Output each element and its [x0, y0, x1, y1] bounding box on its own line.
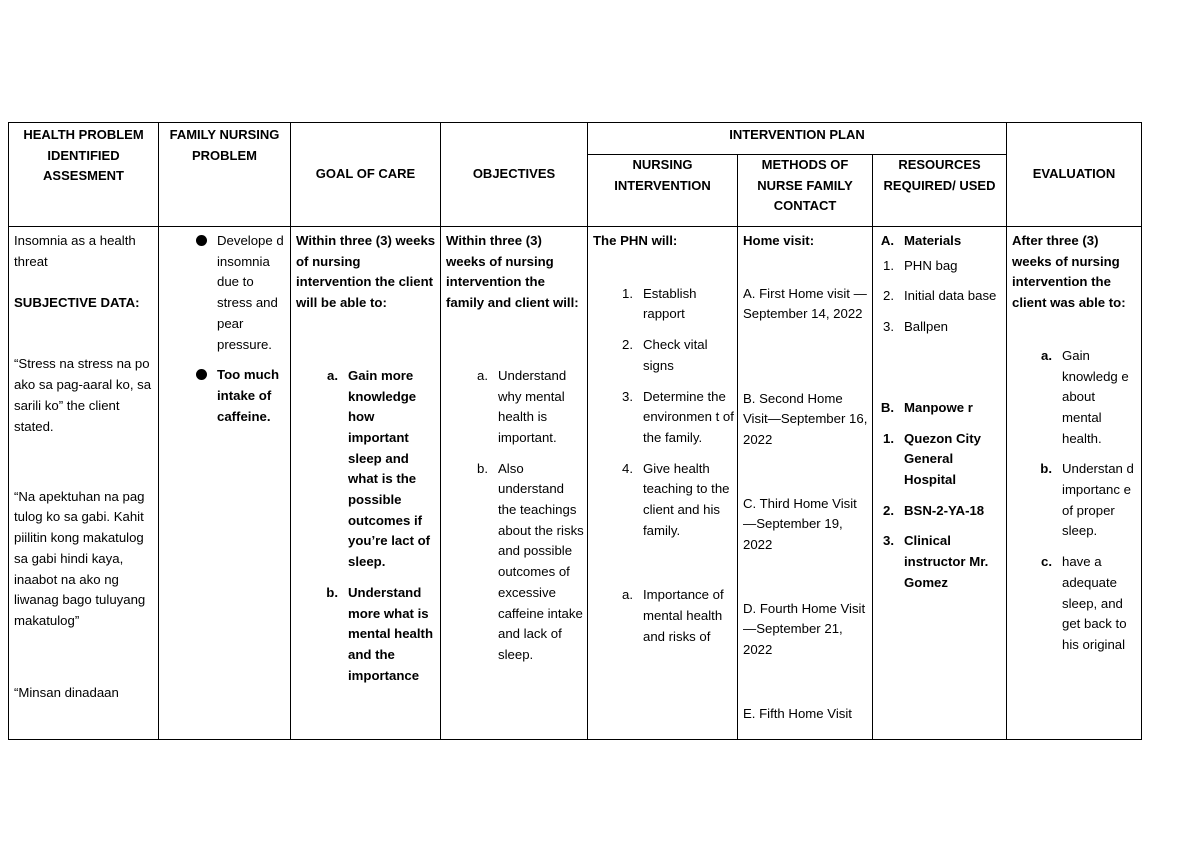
intervention-item-marker: 2. — [622, 337, 633, 353]
problem-bullet — [189, 365, 287, 427]
intervention-sub-item-marker: a. — [622, 587, 633, 603]
manpower-item-marker: 2. — [883, 502, 894, 518]
intervention-item-text: Establish rapport — [643, 285, 697, 322]
manpower-item-text: BSN-2-YA-18 — [904, 502, 985, 518]
health-problem-text: Insomnia as a health threat — [14, 233, 136, 269]
material-item-marker: 1. — [883, 257, 894, 273]
goal-item-marker: a. — [327, 367, 338, 383]
materials-marker: A. — [880, 233, 894, 248]
intervention-item-text: Determine the environmen t of the family. — [643, 388, 734, 445]
intervention-intro: The PHN will: — [593, 233, 678, 248]
subjective-quote-2: “Na apektuhan na pag tulog ko sa gabi. Kahit piilitin kong makatulog sa gabi hindi kaya, inaabot na ako ng liwanag bago tuluyang makatulog” — [14, 488, 146, 628]
home-visit-entry: C. Third Home Visit—September 19, 2022 — [743, 495, 857, 553]
intervention-item-marker: 1. — [622, 285, 633, 301]
header-evaluation: EVALUATION — [1007, 123, 1142, 227]
intervention-item — [603, 335, 734, 376]
evaluation-item-marker: c. — [1041, 554, 1053, 570]
intervention-item-text: Check vital signs — [643, 337, 708, 373]
material-item — [877, 256, 1003, 277]
header-nursing-intervention: NURSING INTERVENTION — [588, 155, 738, 227]
objective-item — [462, 459, 584, 666]
objective-item-text: Understand why mental health is important. — [498, 367, 567, 445]
bullet-icon — [196, 369, 207, 380]
family-nursing-problem-cell — [159, 227, 291, 740]
subjective-data-label: SUBJECTIVE DATA: — [14, 295, 140, 311]
goal-of-care-cell — [291, 227, 441, 740]
manpower-label: Manpowe r — [904, 399, 973, 415]
goal-item-text: Understand more what is mental health and the importance — [348, 584, 434, 683]
evaluation-item-text: have a adequate sleep, and get back to his original — [1062, 554, 1127, 652]
goal-item — [312, 583, 437, 687]
evaluation-item-text: Gain knowledg e about mental health. — [1062, 347, 1129, 446]
objectives-cell — [441, 227, 588, 740]
manpower-item-marker: 1. — [883, 430, 894, 446]
goal-item-text: Gain more knowledge how important sleep and what is the possible outcomes if you’re lact of sleep. — [348, 367, 431, 570]
intervention-item — [603, 459, 734, 542]
manpower-item — [877, 429, 1003, 491]
header-family-nursing-problem: FAMILY NURSING PROBLEM — [159, 123, 291, 227]
home-visit-entry: B. Second Home Visit—September 16, 2022 — [743, 390, 868, 448]
manpower-marker: B. — [880, 399, 894, 415]
goal-item — [312, 366, 437, 573]
objective-item — [462, 366, 584, 449]
header-resources-required: RESOURCES REQUIRED/ USED — [873, 155, 1007, 227]
problem-bullet-text: Too much intake of caffeine. — [217, 367, 280, 424]
manpower-item-text: Quezon City General Hospital — [904, 430, 981, 487]
material-item-text: Ballpen — [904, 319, 948, 335]
goal-intro: Within three (3) weeks of nursing intervention the client will be able to: — [296, 233, 436, 311]
objectives-intro: Within three (3) weeks of nursing intervention the family and client will: — [446, 233, 579, 311]
nursing-intervention-cell — [588, 227, 738, 740]
subjective-quote-1: “Stress na stress na po ako sa pag-aaral ko, sa sarili ko” the client stated. — [14, 356, 152, 434]
materials-label: Materials — [904, 233, 962, 248]
objective-item-text: Also understand the teachings about the risks and possible outcomes of excessive caffeine intake and lack of sleep. — [498, 460, 584, 662]
problem-bullet-text: Develope d insomnia due to stress and pear pressure. — [217, 233, 284, 352]
evaluation-intro: After three (3) weeks of nursing intervention the client was able to: — [1012, 233, 1126, 311]
intervention-item — [603, 284, 734, 325]
intervention-sub-item — [603, 585, 734, 647]
home-visit-entry: E. Fifth Home Visit — [743, 705, 852, 721]
evaluation-item — [1022, 459, 1138, 542]
intervention-sub-item-text: Importance of mental health and risks of — [643, 587, 724, 644]
evaluation-item-marker: a. — [1041, 347, 1053, 363]
methods-of-contact-cell — [738, 227, 873, 740]
manpower-item-marker: 3. — [883, 533, 894, 549]
home-visit-entry: D. Fourth Home Visit—September 21, 2022 — [743, 600, 866, 658]
resources-cell — [873, 227, 1007, 740]
header-objectives: OBJECTIVES — [441, 123, 588, 227]
intervention-item — [603, 387, 734, 449]
manpower-heading — [877, 398, 1003, 419]
manpower-item — [877, 531, 1003, 593]
material-item — [877, 317, 1003, 338]
manpower-item — [877, 501, 1003, 522]
header-goal-of-care: GOAL OF CARE — [291, 123, 441, 227]
evaluation-item — [1022, 346, 1138, 450]
evaluation-cell — [1007, 227, 1142, 740]
material-item-marker: 2. — [883, 288, 894, 304]
evaluation-item — [1022, 552, 1138, 656]
subjective-quote-3: “Minsan dinadaan — [14, 685, 119, 700]
intervention-item-text: Give health teaching to the client and his family. — [643, 460, 730, 538]
objective-item-marker: a. — [477, 367, 488, 383]
material-item-marker: 3. — [883, 319, 894, 335]
evaluation-item-text: Understan d importanc e of proper sleep. — [1062, 461, 1134, 539]
objective-item-marker: b. — [477, 460, 488, 476]
health-problem-cell — [9, 227, 159, 740]
material-item — [877, 286, 1003, 307]
materials-heading — [877, 231, 1003, 252]
bullet-icon — [196, 235, 207, 246]
nursing-care-plan-table — [8, 122, 1142, 740]
home-visit-label: Home visit: — [743, 233, 815, 248]
header-methods-of-contact: METHODS OF NURSE FAMILY CONTACT — [738, 155, 873, 227]
evaluation-item-marker: b. — [1040, 461, 1053, 477]
header-intervention-plan: INTERVENTION PLAN — [588, 123, 1007, 155]
material-item-text: PHN bag — [904, 257, 958, 273]
goal-item-marker: b. — [326, 584, 338, 600]
intervention-item-marker: 4. — [622, 460, 633, 476]
home-visit-entry: A. First Home visit — September 14, 2022 — [743, 285, 867, 322]
manpower-item-text: Clinical instructor Mr. Gomez — [904, 533, 989, 590]
intervention-item-marker: 3. — [622, 388, 633, 404]
material-item-text: Initial data base — [904, 288, 997, 304]
header-health-problem: HEALTH PROBLEM IDENTIFIED ASSESMENT — [9, 123, 159, 227]
problem-bullet — [189, 231, 287, 355]
